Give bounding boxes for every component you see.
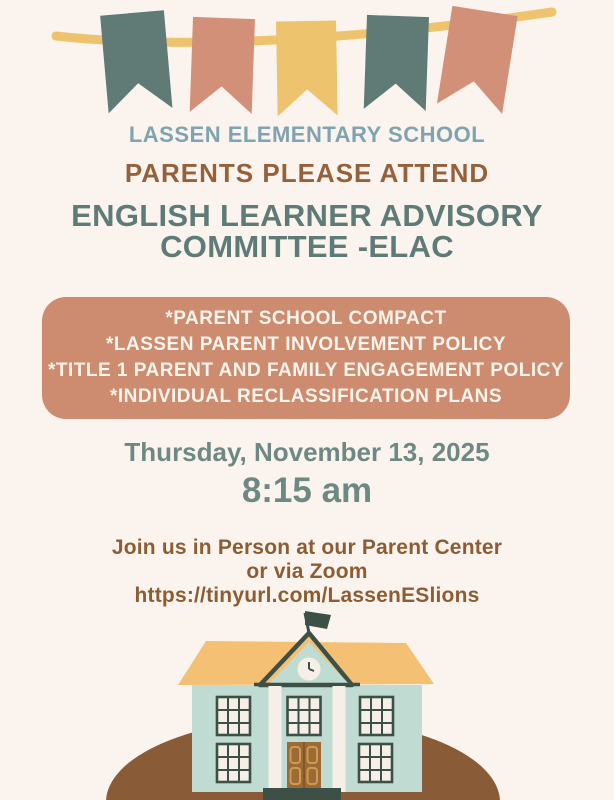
meeting-title-line2: COMMITTEE -ELAC <box>160 229 454 264</box>
join-line1: Join us in Person at our Parent Center <box>111 536 503 559</box>
school-window <box>288 697 321 735</box>
attend-line: PARENTS PLEASE ATTEND <box>124 158 490 188</box>
meeting-time: 8:15 am <box>241 471 373 510</box>
school-name: LASSEN ELEMENTARY SCHOOL <box>128 122 486 147</box>
meeting-date: Thursday, November 13, 2025 <box>124 437 490 467</box>
bunting-flag <box>100 10 172 113</box>
bunting-banner <box>0 0 614 125</box>
school-door <box>287 742 321 789</box>
school-window <box>359 744 392 782</box>
bunting-flag <box>364 15 429 111</box>
meeting-title <box>0 200 614 262</box>
join-line2: or via Zoom <box>246 560 368 583</box>
door-step <box>263 788 341 800</box>
agenda-box <box>42 297 570 419</box>
bunting-flag <box>190 17 255 114</box>
column <box>269 686 282 792</box>
school-illustration <box>0 610 614 800</box>
school-window <box>360 697 393 735</box>
join-info <box>0 536 614 608</box>
agenda-item: *PARENT SCHOOL COMPACT <box>165 308 447 329</box>
bunting-flag <box>276 20 338 116</box>
agenda-item: *TITLE 1 PARENT AND FAMILY ENGAGEMENT POLICY <box>47 360 565 381</box>
school-window <box>217 697 250 735</box>
column <box>333 686 346 792</box>
meeting-title-line1: ENGLISH LEARNER ADVISORY <box>71 198 543 233</box>
join-url: https://tinyurl.com/LassenESlions <box>134 584 480 607</box>
agenda-item: *LASSEN PARENT INVOLVEMENT POLICY <box>105 334 507 355</box>
school-window <box>217 744 250 782</box>
agenda-item: *INDIVIDUAL RECLASSIFICATION PLANS <box>109 386 503 407</box>
